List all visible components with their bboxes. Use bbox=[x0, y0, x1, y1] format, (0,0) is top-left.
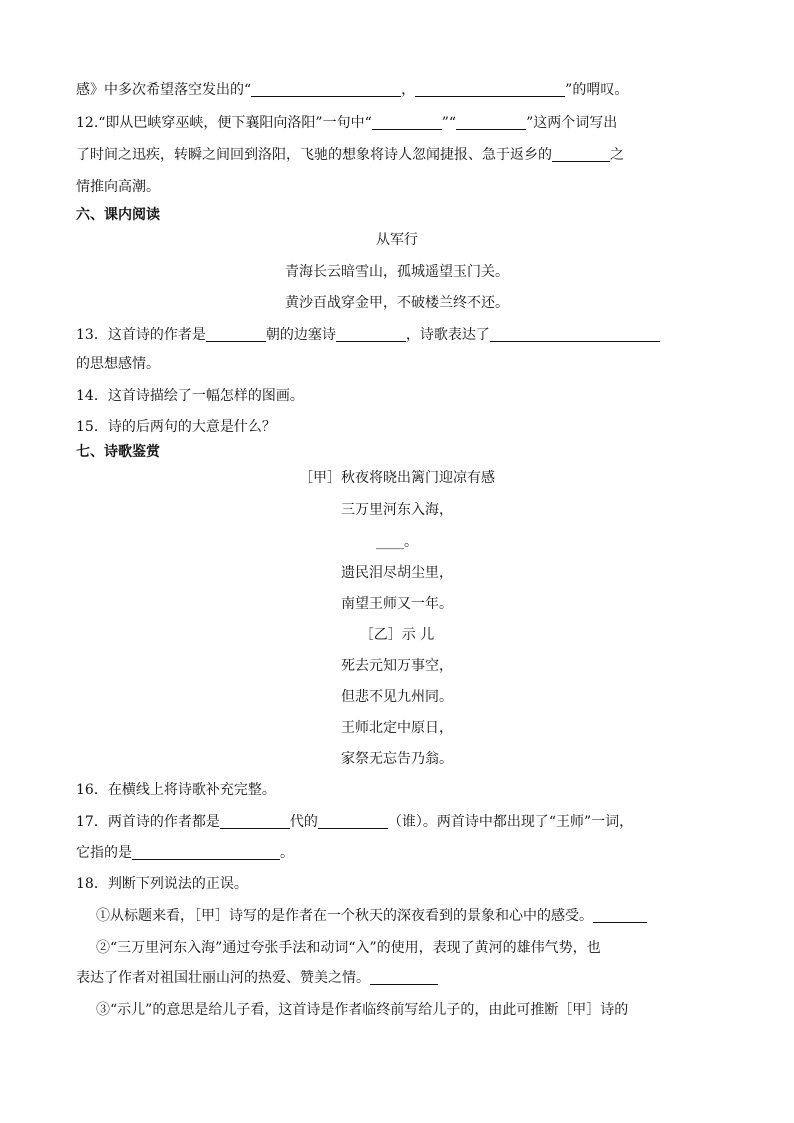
poem-line: 遗民泪尽胡尘里， bbox=[341, 565, 453, 581]
answer-blank[interactable] bbox=[132, 845, 280, 860]
q18-statement-2a: ②“三万里河东入海”通过夸张手法和动词“入”的使用，表现了黄河的雄伟气势，也 bbox=[96, 940, 601, 956]
answer-blank[interactable] bbox=[593, 908, 647, 923]
answer-blank[interactable] bbox=[318, 814, 388, 829]
q12-line2: 了时间之迅疾，转瞬之间回到洛阳，飞驰的想象将诗人忽闻捷报、急于返乡的 之 bbox=[76, 147, 624, 163]
poem-line: 但悲不见九州同。 bbox=[341, 689, 453, 705]
poem-line: 黄沙百战穿金甲，不破楼兰终不还。 bbox=[285, 295, 509, 311]
q11-continuation: 感》中多次希望落空发出的“ ， ”的喟叹。 bbox=[76, 82, 629, 98]
answer-blank[interactable] bbox=[251, 82, 401, 97]
section-6-heading: 六、课内阅读 bbox=[76, 207, 160, 223]
q14: 14．这首诗描绘了一幅怎样的图画。 bbox=[76, 388, 304, 404]
poem-line: 三万里河东入海， bbox=[341, 502, 453, 518]
q18-statement-1: ①从标题来看，［甲］诗写的是作者在一个秋天的深夜看到的景象和心中的感受。 bbox=[96, 906, 647, 926]
answer-blank[interactable] bbox=[206, 327, 266, 342]
poem-line: 王师北定中原日， bbox=[341, 720, 453, 736]
q18-statement-3: ③“示儿”的意思是给儿子看，这首诗是作者临终前写给儿子的，由此可推断［甲］诗的 bbox=[96, 1002, 629, 1018]
section-7-heading: 七、诗歌鉴赏 bbox=[76, 444, 160, 460]
q12-line3: 情推向高潮。 bbox=[76, 179, 160, 195]
q17-line1: 17．两首诗的作者都是 代的 （谁）。两首诗中都出现了“王师”一词， bbox=[76, 814, 634, 830]
poem-title: ［乙］示 儿 bbox=[359, 627, 435, 643]
q17-line2: 它指的是 。 bbox=[76, 845, 294, 861]
answer-blank[interactable] bbox=[490, 327, 660, 342]
q18-statement-2b: 表达了作者对祖国壮丽山河的热爱、赞美之情。 bbox=[76, 968, 438, 988]
answer-blank[interactable] bbox=[220, 814, 290, 829]
answer-blank[interactable] bbox=[370, 970, 438, 985]
poem-blank-line[interactable]: ____。 bbox=[376, 534, 418, 550]
poem-line: 家祭无忘告乃翁。 bbox=[341, 751, 453, 767]
answer-blank[interactable] bbox=[372, 115, 442, 130]
poem-title: 从军行 bbox=[376, 232, 418, 248]
q13-line1: 13．这首诗的作者是 朝的边塞诗 ，诗歌表达了 bbox=[76, 325, 660, 345]
answer-blank[interactable] bbox=[456, 115, 526, 130]
q16: 16．在横线上将诗歌补充完整。 bbox=[76, 782, 276, 798]
answer-blank[interactable] bbox=[552, 147, 610, 162]
poem-title: ［甲］秋夜将晓出篱门迎凉有感 bbox=[299, 470, 495, 486]
q18-stem: 18．判断下列说法的正误。 bbox=[76, 876, 248, 892]
answer-blank[interactable] bbox=[336, 327, 406, 342]
answer-blank[interactable] bbox=[415, 82, 565, 97]
q13-line2: 的思想感情。 bbox=[76, 356, 160, 372]
poem-line: 南望王师又一年。 bbox=[341, 596, 453, 612]
poem-line: 青海长云暗雪山，孤城遥望玉门关。 bbox=[285, 264, 509, 280]
q12-line1: 12.“即从巴峡穿巫峡，便下襄阳向洛阳”一句中“ ”“ ”这两个词写出 bbox=[76, 115, 618, 131]
poem-line: 死去元知万事空， bbox=[341, 658, 453, 674]
q15: 15．诗的后两句的大意是什么？ bbox=[76, 419, 276, 435]
